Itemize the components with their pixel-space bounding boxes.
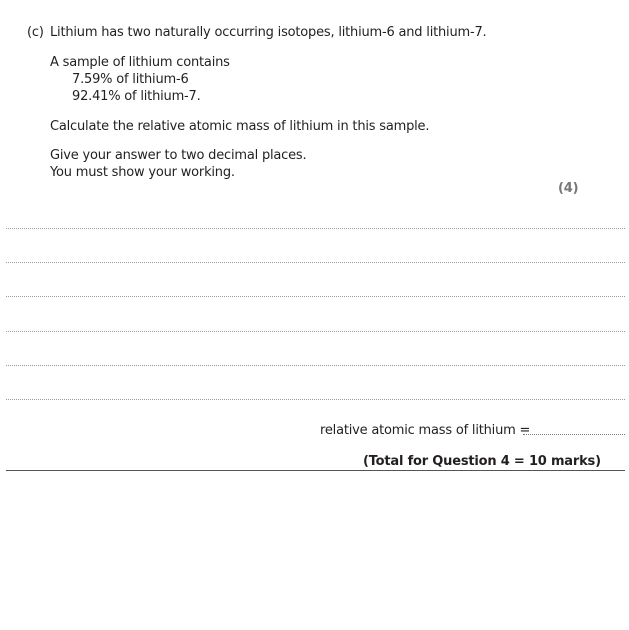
sample-line-lithium-6: 7.59% of lithium-6 <box>72 72 189 87</box>
answer-label: relative atomic mass of lithium = <box>320 423 531 438</box>
section-divider <box>6 470 625 471</box>
sample-intro: A sample of lithium contains <box>50 55 230 70</box>
working-line <box>6 262 625 263</box>
working-line <box>6 228 625 229</box>
question-stem: Lithium has two naturally occurring isotopes, lithium-6 and lithium-7. <box>50 25 487 40</box>
instruction: Calculate the relative atomic mass of lithium in this sample. <box>50 119 430 134</box>
working-line <box>6 399 625 400</box>
working-line <box>6 365 625 366</box>
sample-line-lithium-7: 92.41% of lithium-7. <box>72 89 201 104</box>
question-total: (Total for Question 4 = 10 marks) <box>363 454 601 469</box>
working-line <box>6 296 625 297</box>
marks-badge: (4) <box>558 181 579 196</box>
answer-format-note: Give your answer to two decimal places. <box>50 148 307 163</box>
working-line <box>6 331 625 332</box>
answer-field[interactable] <box>523 434 625 435</box>
working-note: You must show your working. <box>50 165 235 180</box>
part-label: (c) <box>27 25 44 40</box>
